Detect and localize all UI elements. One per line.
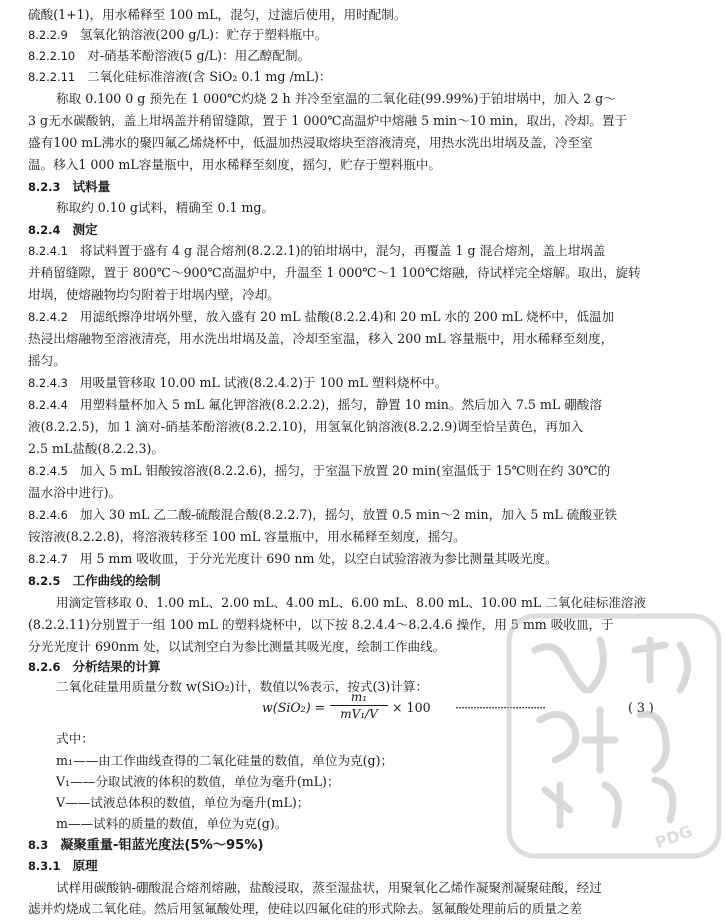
line-text: 试样用碳酸钠-硼酸混合熔剂熔融，盐酸浸取，蒸至湿盐状，用聚氧化乙烯作凝聚剂凝聚硅酸，经过 <box>56 880 602 895</box>
clause-text: 用吸量管移取 10.00 mL 试液(8.2.4.2)于 100 mL 塑料烧杯中。 <box>79 375 448 390</box>
paragraph-line <box>28 262 726 284</box>
clause-text: 用滤纸擦净坩埚外壁，放入盛有 20 mL 盐酸(8.2.2.4)和 20 mL 水的 200 mL 烧杯中，低温加 <box>79 309 615 324</box>
clause-text: 对-硝基苯酚溶液(5 g/L)：用乙醇配制。 <box>87 48 311 63</box>
clause-number: 8.2.2.11 <box>28 70 76 84</box>
section-8-2-3 <box>28 176 726 199</box>
formula-fraction <box>330 690 388 722</box>
clause-8-2-4-7 <box>28 548 726 571</box>
paragraph-line <box>28 350 726 372</box>
line-text: 温。移入1 000 mL容量瓶中，用水稀释至刻度，摇匀，贮存于塑料瓶中。 <box>28 157 441 172</box>
section-title: 试料量 <box>72 179 111 194</box>
clause-text: 用 5 mm 吸收皿，于分光光度计 690 nm 处，以空白试验溶液为参比测量其吸光度。 <box>79 551 558 566</box>
clause-8-2-4-2 <box>28 306 726 329</box>
clause-8-2-2-11 <box>28 66 726 89</box>
clause-8-2-4-3 <box>28 372 726 395</box>
section-title: 测定 <box>72 222 98 237</box>
line-0 <box>28 4 726 26</box>
clause-8-2-4-1 <box>28 240 726 263</box>
section-title: 原理 <box>72 858 98 873</box>
clause-text: 加入 5 mL 钼酸铵溶液(8.2.2.6)，摇匀，于室温下放置 20 min(室温低于 15℃则在约 30℃的 <box>79 463 611 478</box>
clause-number: 8.2.2.10 <box>28 49 76 63</box>
formula-lhs: w(SiO₂) = <box>262 700 326 715</box>
section-number: 8.3 <box>28 838 49 852</box>
line-text: V——试液总体积的数值，单位为毫升(mL)； <box>56 795 310 810</box>
clause-number: 8.2.4.5 <box>28 464 68 478</box>
line-text: (8.2.2.11)分别置于一组 100 mL 的塑料烧杯中，以下按 8.2.4.4～8.2.4.6 操作，用 5 mm 吸收皿，于 <box>28 617 614 632</box>
line-text: 二氧化硅量用质量分数 w(SiO₂)计，数值以%表示，按式(3)计算： <box>56 679 429 694</box>
paragraph-line <box>28 154 726 176</box>
clause-text: 二氧化硅标准溶液(含 SiO₂ 0.1 mg /mL)： <box>87 69 332 84</box>
paragraph-line <box>56 88 726 110</box>
clause-number: 8.2.4.1 <box>28 244 68 258</box>
clause-text: 氢氧化钠溶液(200 g/L)：贮存于塑料瓶中。 <box>79 27 328 42</box>
line-text: 分光光度计 690nm 处，以试剂空白为参比测量其吸光度，绘制工作曲线。 <box>28 639 446 654</box>
clause-number: 8.2.4.6 <box>28 508 68 522</box>
clause-text: 将试料置于盛有 4 g 混合熔剂(8.2.2.1)的铂坩埚中，混匀，再覆盖 1 g 混合熔剂，盖上坩埚盖 <box>79 243 606 258</box>
line-text: 并稍留缝隙，置于 800℃～900℃高温炉中，升温至 1 000℃～1 100℃熔融，待试样完全熔解。取出，旋转 <box>28 265 641 280</box>
clause-number: 8.2.4.4 <box>28 398 68 412</box>
section-title: 分析结果的计算 <box>72 659 161 674</box>
line-text: 温水浴中进行)。 <box>28 485 122 500</box>
clause-8-2-2-9 <box>28 24 726 47</box>
paragraph-line <box>28 416 726 438</box>
paragraph-line <box>28 132 726 154</box>
line-text: 铵溶液(8.2.2.8)，将溶液转移至 100 mL 容量瓶中，用水稀释至刻度，摇匀。 <box>28 529 466 544</box>
paragraph-line <box>28 526 726 548</box>
line-text: 称取约 0.10 g试料，精确至 0.1 mg。 <box>56 200 275 215</box>
line-text: 称取 0.100 0 g 预先在 1 000℃灼烧 2 h 并冷至室温的二氧化硅(99.99%)于铂坩埚中，加入 2 g～ <box>56 91 616 106</box>
clause-8-2-4-6 <box>28 504 726 527</box>
paragraph-line <box>56 877 726 899</box>
line-text: 热浸出熔融物至溶液清亮，用水洗出坩埚及盖，冷却至室温，移入 200 mL 容量瓶中，用水稀释至刻度， <box>28 331 614 346</box>
watermark-seal <box>505 610 725 860</box>
section-number: 8.2.5 <box>28 574 61 588</box>
section-number: 8.3.1 <box>28 859 61 873</box>
paragraph-line <box>56 197 726 219</box>
line-text: 坩埚，使熔融物均匀附着于坩埚内壁，冷却。 <box>28 287 280 302</box>
clause-number: 8.2.2.9 <box>28 28 68 42</box>
formula-leader-dots: ······························ <box>455 700 546 715</box>
paragraph-line <box>28 110 726 132</box>
line-text: 硫酸(1+1)，用水稀释至 100 mL，混匀，过滤后使用，用时配制。 <box>28 7 407 22</box>
line-text: m₁——由工作曲线查得的二氧化硅量的数值，单位为克(g)； <box>56 753 394 768</box>
clause-8-2-4-5 <box>28 460 726 483</box>
line-text: 液(8.2.2.5)，加 1 滴对-硝基苯酚溶液(8.2.2.10)，用氢氧化钠溶液(8.2.2.9)调至恰呈黄色，再加入 <box>28 419 584 434</box>
section-8-2-4 <box>28 219 726 242</box>
section-8-2-5 <box>28 570 726 593</box>
line-text: 用滴定管移取 0、1.00 mL、2.00 mL、4.00 mL、6.00 mL、8.00 mL、10.00 mL 二氧化硅标准溶液 <box>56 595 646 610</box>
line-text: m——试料的质量的数值，单位为克(g)。 <box>56 816 288 831</box>
watermark-text: PDG <box>652 821 695 853</box>
section-title: 工作曲线的绘制 <box>72 573 161 588</box>
formula-denominator: mV₁/V <box>340 707 378 721</box>
line-text: 式中： <box>56 731 94 746</box>
line-text: 3 g无水碳酸钠，盖上坩埚盖并稍留缝隙，置于 1 000℃高温炉中熔融 5 min～10 min，取出，冷却。置于 <box>28 113 628 128</box>
clause-number: 8.2.4.2 <box>28 310 68 324</box>
clause-8-2-2-10 <box>28 45 726 68</box>
formula-rhs: × 100 <box>392 700 431 715</box>
clause-text: 加入 30 mL 乙二酸-硫酸混合酸(8.2.2.7)，摇匀，放置 0.5 min～2 min，加入 5 mL 硫酸亚铁 <box>79 507 618 522</box>
line-text: 2.5 mL盐酸(8.2.2.3)。 <box>28 441 165 456</box>
section-number: 8.2.6 <box>28 660 61 674</box>
clause-8-2-4-4 <box>28 394 726 417</box>
clause-number: 8.2.4.7 <box>28 552 68 566</box>
paragraph-line <box>28 482 726 504</box>
paragraph-line <box>28 438 726 460</box>
section-number: 8.2.4 <box>28 223 61 237</box>
line-text: 盛有100 mL沸水的聚四氟乙烯烧杯中，低温加热浸取熔块至溶液清亮，用热水洗出坩埚及盖，冷至室 <box>28 135 593 150</box>
section-number: 8.2.3 <box>28 180 61 194</box>
clause-text: 用塑料量杯加入 5 mL 氟化钾溶液(8.2.2.2)，摇匀，静置 10 min。然后加入 7.5 mL 硼酸溶 <box>79 397 602 412</box>
line-text: V₁——分取试液的体积的数值，单位为毫升(mL)； <box>56 774 340 789</box>
clause-number: 8.2.4.3 <box>28 376 68 390</box>
line-text: 摇匀。 <box>28 353 66 368</box>
paragraph-line <box>28 898 726 920</box>
paragraph-line <box>28 328 726 350</box>
formula-numerator: m₁ <box>330 690 388 706</box>
paragraph-line <box>28 284 726 306</box>
equation-number: ( 3 ) <box>628 700 654 715</box>
line-text: 滤并灼烧成二氧化硅。然后用氢氟酸处理，使硅以四氟化硅的形式除去。氢氟酸处理前后的质量之差 <box>28 901 583 916</box>
section-title: 凝聚重量-钼蓝光度法(5%～95%) <box>60 838 264 853</box>
